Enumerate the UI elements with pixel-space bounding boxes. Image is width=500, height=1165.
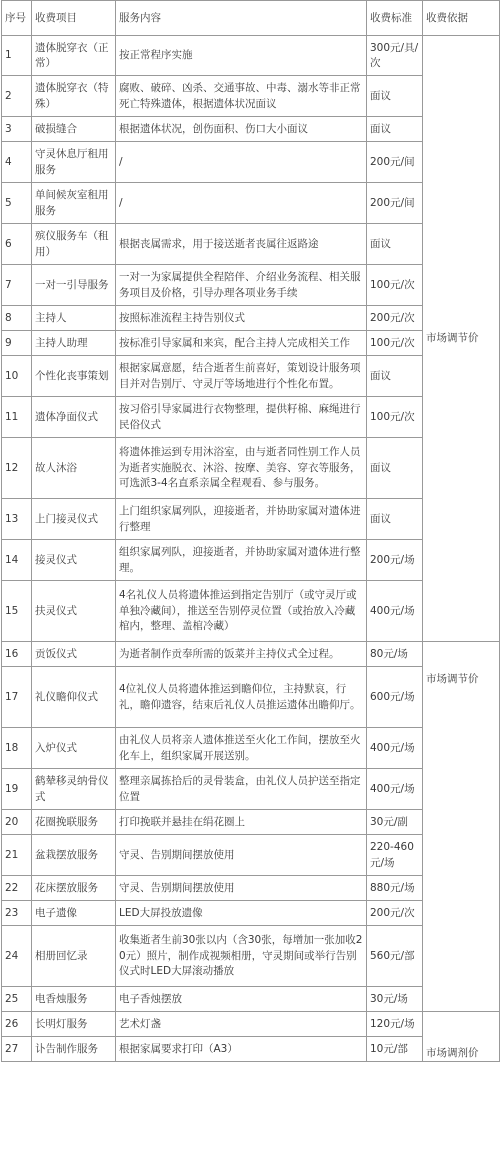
row-item: 相册回忆录 bbox=[32, 926, 116, 987]
row-no: 26 bbox=[2, 1012, 32, 1037]
row-no: 8 bbox=[2, 306, 32, 331]
row-content: 按标准引导家属和来宾，配合主持人完成相关工作 bbox=[116, 331, 367, 356]
row-no: 17 bbox=[2, 667, 32, 728]
row-content: 一对一为家属提供全程陪伴、介绍业务流程、相关服务项目及价格，引导办理各项业务手续 bbox=[116, 265, 367, 306]
row-content: 根据家属要求打印（A3） bbox=[116, 1037, 367, 1062]
row-no: 11 bbox=[2, 397, 32, 438]
row-content: 电子香烛摆放 bbox=[116, 987, 367, 1012]
row-item: 接灵仪式 bbox=[32, 540, 116, 581]
row-item: 个性化丧事策划 bbox=[32, 356, 116, 397]
row-no: 19 bbox=[2, 769, 32, 810]
row-no: 5 bbox=[2, 183, 32, 224]
row-item: 花圈挽联服务 bbox=[32, 810, 116, 835]
row-price: 100元/次 bbox=[367, 397, 423, 438]
row-no: 20 bbox=[2, 810, 32, 835]
row-price: 面议 bbox=[367, 224, 423, 265]
row-no: 15 bbox=[2, 581, 32, 642]
row-content: 上门组织家属列队，迎接逝者，并协助家属对遗体进行整理 bbox=[116, 499, 367, 540]
row-price: 220-460元/场 bbox=[367, 835, 423, 876]
row-price: 面议 bbox=[367, 438, 423, 499]
row-price: 600元/场 bbox=[367, 667, 423, 728]
header-item: 收费项目 bbox=[32, 1, 116, 36]
row-content: 4位礼仪人员将遗体推运到瞻仰位，主持默哀，行礼，瞻仰遗容，结束后礼仪人员推运遗体出瞻仰厅。 bbox=[116, 667, 367, 728]
row-content: 为逝者制作贡奉所需的饭菜并主持仪式全过程。 bbox=[116, 642, 367, 667]
header-price: 收费标准 bbox=[367, 1, 423, 36]
row-no: 14 bbox=[2, 540, 32, 581]
row-item: 电香烛服务 bbox=[32, 987, 116, 1012]
row-item: 扶灵仪式 bbox=[32, 581, 116, 642]
row-no: 4 bbox=[2, 142, 32, 183]
row-price: 面议 bbox=[367, 76, 423, 117]
row-no: 24 bbox=[2, 926, 32, 987]
row-no: 21 bbox=[2, 835, 32, 876]
row-content: / bbox=[116, 183, 367, 224]
header-no: 序号 bbox=[2, 1, 32, 36]
row-price: 560元/部 bbox=[367, 926, 423, 987]
row-content: 按照标准流程主持告别仪式 bbox=[116, 306, 367, 331]
row-no: 23 bbox=[2, 901, 32, 926]
row-price: 400元/场 bbox=[367, 581, 423, 642]
row-no: 7 bbox=[2, 265, 32, 306]
row-no: 22 bbox=[2, 876, 32, 901]
row-item: 破损缝合 bbox=[32, 117, 116, 142]
row-no: 1 bbox=[2, 36, 32, 76]
row-no: 27 bbox=[2, 1037, 32, 1062]
row-content: 守灵、告别期间摆放使用 bbox=[116, 876, 367, 901]
table-row bbox=[2, 36, 500, 76]
row-price: 10元/部 bbox=[367, 1037, 423, 1062]
row-no: 3 bbox=[2, 117, 32, 142]
row-price: 200元/次 bbox=[367, 306, 423, 331]
row-item: 贡饭仪式 bbox=[32, 642, 116, 667]
row-item: 主持人 bbox=[32, 306, 116, 331]
row-content: 4名礼仪人员将遗体推运到指定告别厅（或守灵厅或单独冷藏间），推送至告别停灵位置（或抬放入冷藏棺内，整理、盖棺冷藏） bbox=[116, 581, 367, 642]
row-item: 守灵休息厅租用服务 bbox=[32, 142, 116, 183]
row-price: 80元/场 bbox=[367, 642, 423, 667]
row-content: 按习俗引导家属进行衣物整理，提供籽棉、麻绳进行民俗仪式 bbox=[116, 397, 367, 438]
row-price: 100元/次 bbox=[367, 265, 423, 306]
header-basis: 收费依据 bbox=[423, 1, 500, 36]
header-content: 服务内容 bbox=[116, 1, 367, 36]
row-content: / bbox=[116, 142, 367, 183]
row-price: 面议 bbox=[367, 117, 423, 142]
row-price: 200元/间 bbox=[367, 183, 423, 224]
row-price: 400元/场 bbox=[367, 728, 423, 769]
row-item: 入炉仪式 bbox=[32, 728, 116, 769]
row-item: 上门接灵仪式 bbox=[32, 499, 116, 540]
row-price: 30元/场 bbox=[367, 987, 423, 1012]
row-item: 遗体脱穿衣（特殊） bbox=[32, 76, 116, 117]
row-item: 花床摆放服务 bbox=[32, 876, 116, 901]
row-content: 收集逝者生前30张以内（含30张，每增加一张加收20元）照片，制作成视频相册，守灵期间或举行告别仪式时LED大屏滚动播放 bbox=[116, 926, 367, 987]
row-price: 200元/次 bbox=[367, 901, 423, 926]
row-item: 主持人助理 bbox=[32, 331, 116, 356]
basis-cell: 市场调剂价 bbox=[423, 1012, 500, 1062]
row-item: 讣告制作服务 bbox=[32, 1037, 116, 1062]
table-row bbox=[2, 1012, 500, 1037]
row-content: 腐败、破碎、凶杀、交通事故、中毒、溺水等非正常死亡特殊遗体，根据遗体状况面议 bbox=[116, 76, 367, 117]
row-no: 25 bbox=[2, 987, 32, 1012]
row-item: 遗体净面仪式 bbox=[32, 397, 116, 438]
row-no: 12 bbox=[2, 438, 32, 499]
row-item: 礼仪瞻仰仪式 bbox=[32, 667, 116, 728]
row-price: 面议 bbox=[367, 499, 423, 540]
row-no: 10 bbox=[2, 356, 32, 397]
fee-table bbox=[1, 0, 500, 1062]
row-content: LED大屏投放遗像 bbox=[116, 901, 367, 926]
row-content: 整理亲属拣拾后的灵骨装盒，由礼仪人员护送至指定位置 bbox=[116, 769, 367, 810]
row-item: 单间候灰室租用服务 bbox=[32, 183, 116, 224]
row-item: 长明灯服务 bbox=[32, 1012, 116, 1037]
row-price: 880元/场 bbox=[367, 876, 423, 901]
row-item: 鹤辇移灵纳骨仪式 bbox=[32, 769, 116, 810]
row-no: 2 bbox=[2, 76, 32, 117]
row-no: 9 bbox=[2, 331, 32, 356]
row-item: 盆栽摆放服务 bbox=[32, 835, 116, 876]
row-content: 艺术灯盏 bbox=[116, 1012, 367, 1037]
row-content: 守灵、告别期间摆放使用 bbox=[116, 835, 367, 876]
row-item: 故人沐浴 bbox=[32, 438, 116, 499]
row-content: 组织家属列队，迎接逝者，并协助家属对遗体进行整理。 bbox=[116, 540, 367, 581]
row-price: 30元/副 bbox=[367, 810, 423, 835]
row-no: 6 bbox=[2, 224, 32, 265]
row-price: 200元/场 bbox=[367, 540, 423, 581]
row-price: 300元/具/次 bbox=[367, 36, 423, 76]
row-price: 100元/次 bbox=[367, 331, 423, 356]
basis-cell: 市场调节价 bbox=[423, 36, 500, 642]
row-content: 根据家属意愿，结合逝者生前喜好，策划设计服务项目并对告别厅、守灵厅等场地进行个性化布置。 bbox=[116, 356, 367, 397]
row-item: 殡仪服务车（租用） bbox=[32, 224, 116, 265]
table-row bbox=[2, 642, 500, 667]
row-content: 由礼仪人员将亲人遗体推送至火化工作间，摆放至火化车上，组织家属开展送别。 bbox=[116, 728, 367, 769]
header-row bbox=[2, 1, 500, 36]
row-no: 13 bbox=[2, 499, 32, 540]
row-price: 200元/间 bbox=[367, 142, 423, 183]
row-content: 根据丧属需求，用于接送逝者丧属往返路途 bbox=[116, 224, 367, 265]
row-price: 面议 bbox=[367, 356, 423, 397]
row-content: 根据遗体状况，创伤面积、伤口大小面议 bbox=[116, 117, 367, 142]
row-no: 18 bbox=[2, 728, 32, 769]
row-item: 电子遗像 bbox=[32, 901, 116, 926]
row-content: 打印挽联并悬挂在绢花圈上 bbox=[116, 810, 367, 835]
row-item: 一对一引导服务 bbox=[32, 265, 116, 306]
row-content: 将遗体推运到专用沐浴室，由与逝者同性别工作人员为逝者实施脱衣、沐浴、按摩、美容、穿衣等服务，可选派3-4名直系亲属全程观看、参与服务。 bbox=[116, 438, 367, 499]
row-price: 400元/场 bbox=[367, 769, 423, 810]
row-item: 遗体脱穿衣（正常） bbox=[32, 36, 116, 76]
row-price: 120元/场 bbox=[367, 1012, 423, 1037]
row-content: 按正常程序实施 bbox=[116, 36, 367, 76]
row-no: 16 bbox=[2, 642, 32, 667]
basis-cell: 市场调节价 bbox=[423, 642, 500, 1012]
